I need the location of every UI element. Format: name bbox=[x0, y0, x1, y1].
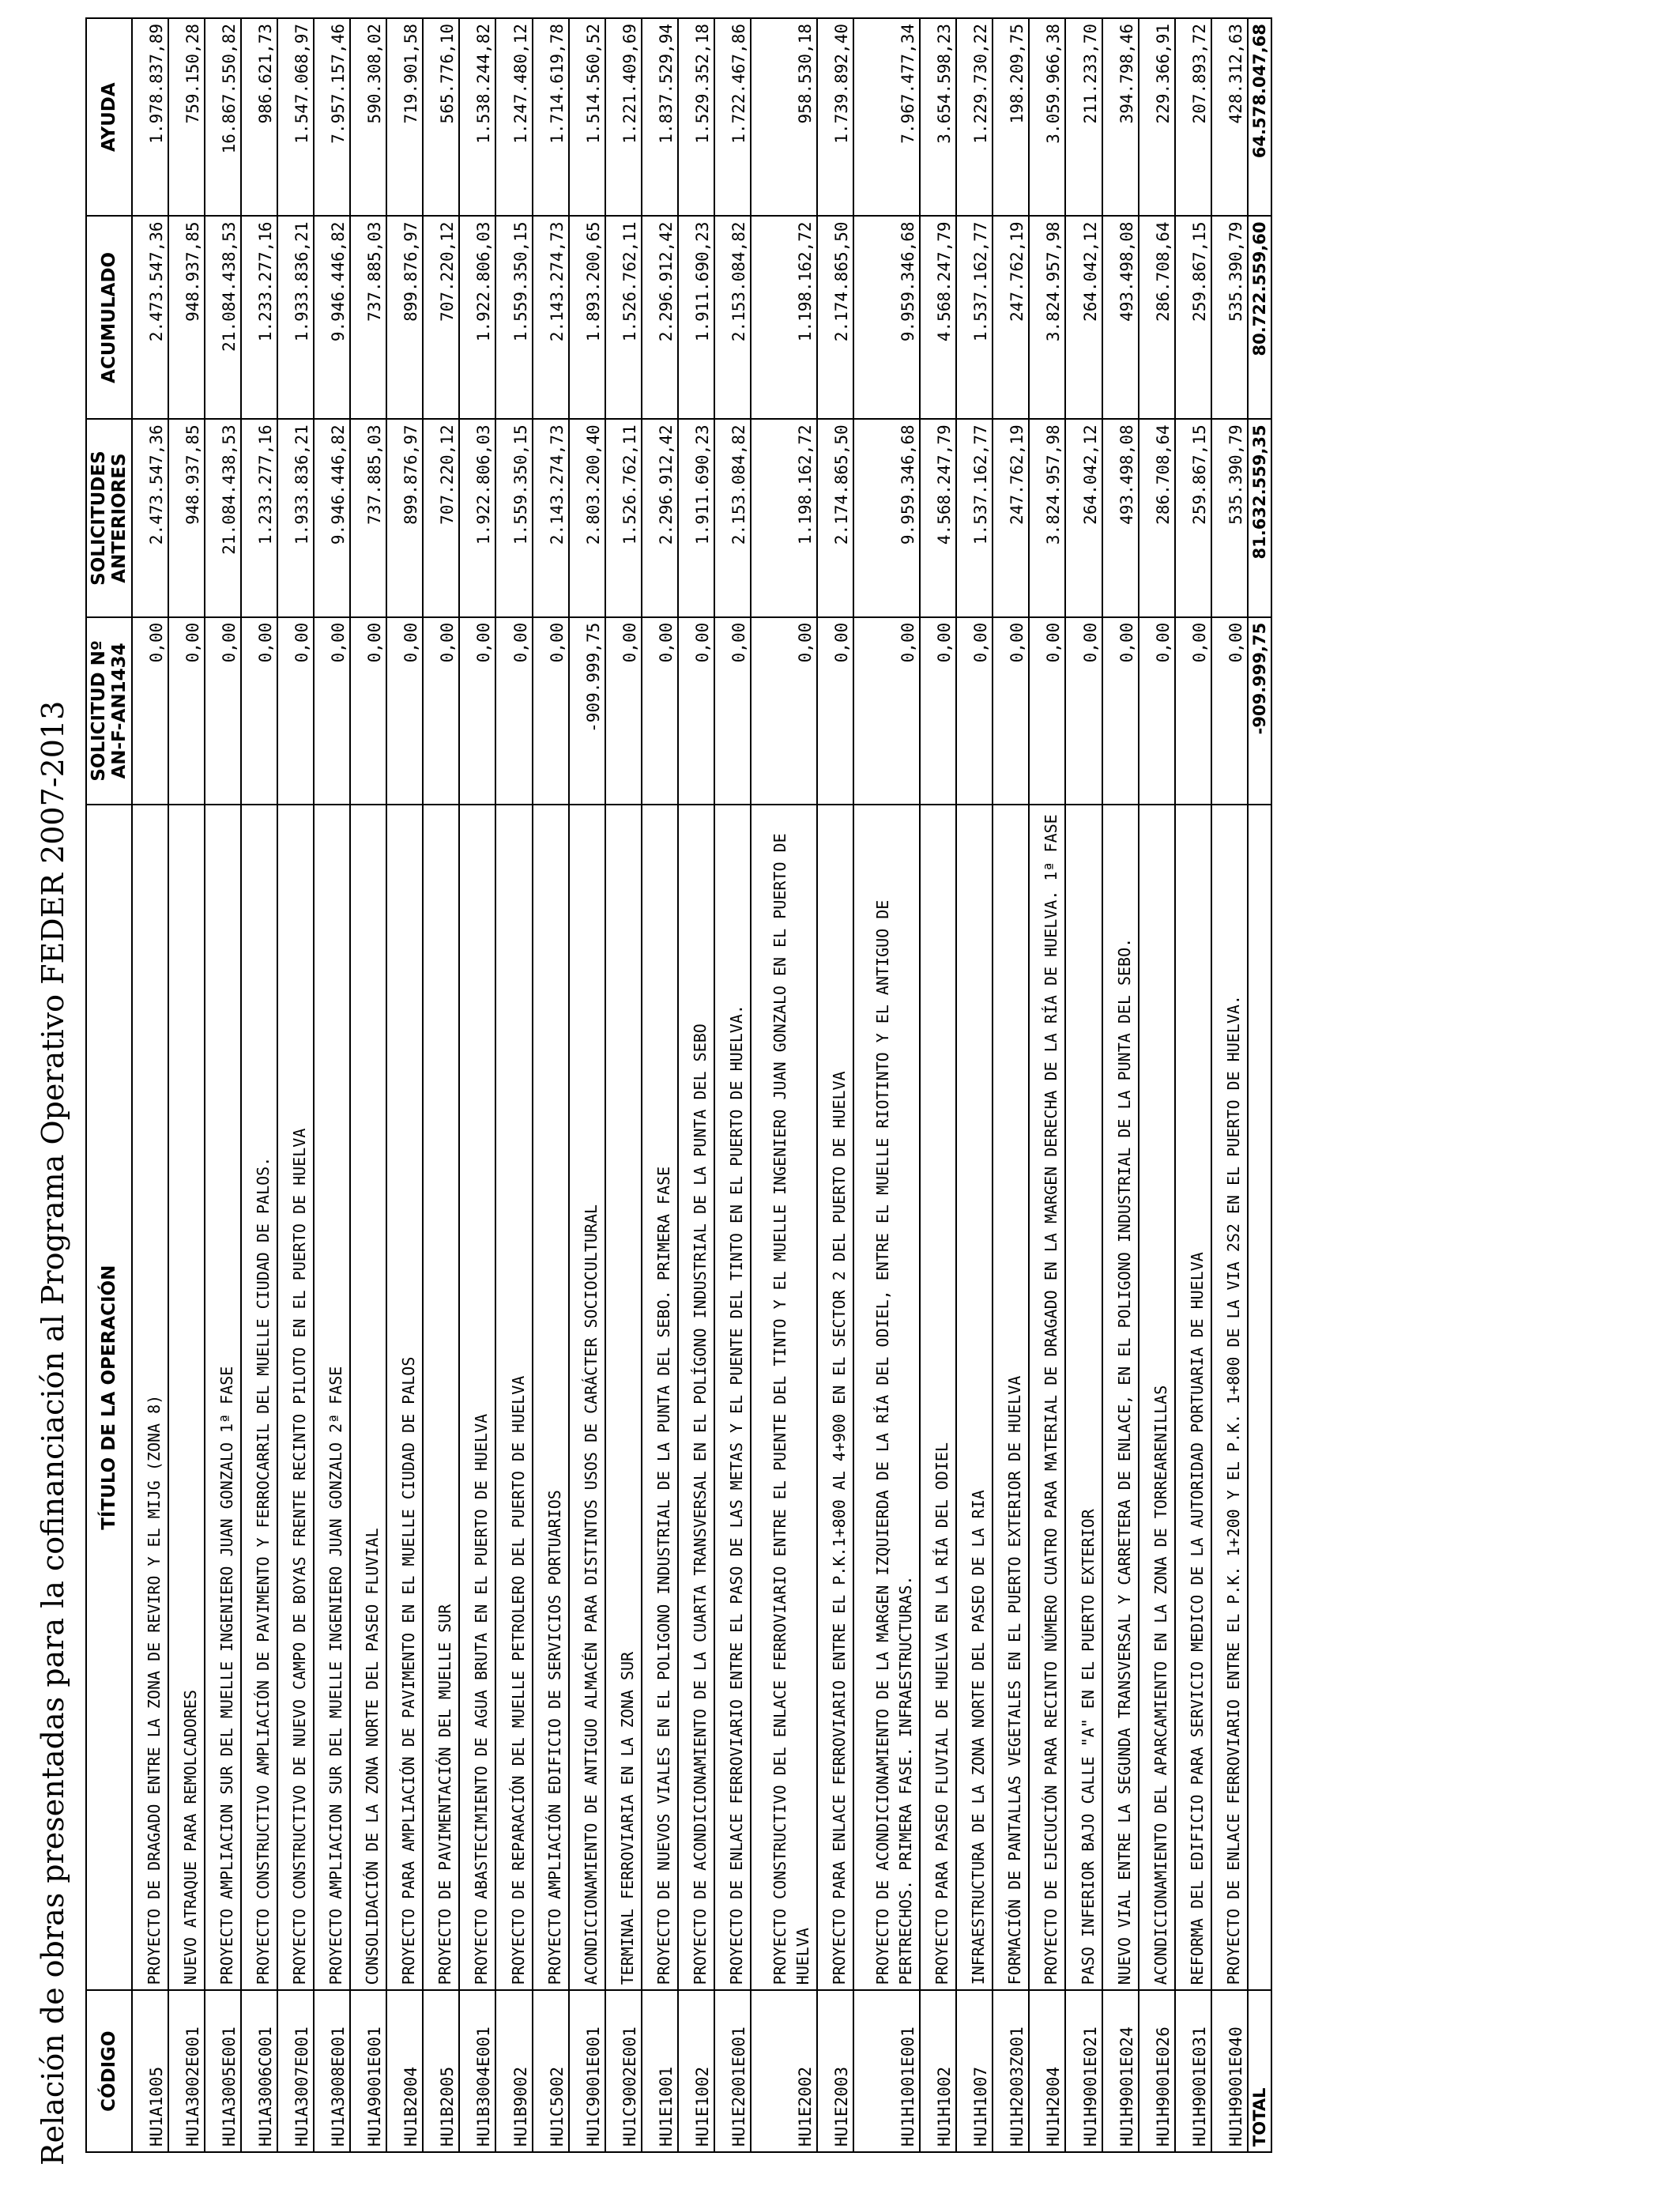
row-anteriores: 21.084.438,53 bbox=[205, 419, 241, 616]
row-title: NUEVO ATRAQUE PARA REMOLCADORES bbox=[168, 805, 205, 1990]
row-acumulado: 264.042,12 bbox=[1065, 216, 1102, 419]
row-solicitud: 0,00 bbox=[642, 617, 678, 805]
table-row bbox=[423, 18, 459, 2152]
table-row bbox=[853, 18, 920, 2152]
row-acumulado: 707.220,12 bbox=[423, 216, 459, 419]
row-anteriores: 1.537.162,77 bbox=[956, 419, 993, 616]
table-row bbox=[533, 18, 569, 2152]
row-acumulado: 737.885,03 bbox=[350, 216, 386, 419]
row-code: HU1H1002 bbox=[920, 1990, 956, 2152]
total-ayuda: 64.578.047,68 bbox=[1248, 18, 1271, 216]
row-solicitud: 0,00 bbox=[993, 617, 1029, 805]
row-code: HU1E2001E001 bbox=[714, 1990, 751, 2152]
row-code: HU1A3005E001 bbox=[205, 1990, 241, 2152]
row-acumulado: 1.933.836,21 bbox=[277, 216, 314, 419]
row-solicitud: 0,00 bbox=[1029, 617, 1065, 805]
row-title: PROYECTO DE NUEVOS VIALES EN EL POLIGONO INDUSTRIAL DE LA PUNTA DEL SEBO. PRIMERA FASE bbox=[642, 805, 678, 1990]
table-row bbox=[920, 18, 956, 2152]
row-solicitud: 0,00 bbox=[1102, 617, 1139, 805]
row-ayuda: 198.209,75 bbox=[993, 18, 1029, 216]
row-solicitud: 0,00 bbox=[386, 617, 423, 805]
row-title: FORMACIÓN DE PANTALLAS VEGETALES EN EL PUERTO EXTERIOR DE HUELVA bbox=[993, 805, 1029, 1990]
table-row bbox=[277, 18, 314, 2152]
row-anteriores: 1.911.690,23 bbox=[678, 419, 714, 616]
row-title: TERMINAL FERROVIARIA EN LA ZONA SUR bbox=[605, 805, 642, 1990]
row-title: PROYECTO DE ENLACE FERROVIARIO ENTRE EL PASO DE LAS METAS Y EL PUENTE DEL TINTO EN EL PUERTO DE HUELVA. bbox=[714, 805, 751, 1990]
row-solicitud: 0,00 bbox=[605, 617, 642, 805]
row-ayuda: 211.233,70 bbox=[1065, 18, 1102, 216]
table-row bbox=[1211, 18, 1248, 2152]
row-title: PROYECTO AMPLIACION SUR DEL MUELLE INGENIERO JUAN GONZALO 1ª FASE bbox=[205, 805, 241, 1990]
row-ayuda: 1.247.480,12 bbox=[495, 18, 532, 216]
row-code: HU1H9001E031 bbox=[1175, 1990, 1211, 2152]
row-ayuda: 1.722.467,86 bbox=[714, 18, 751, 216]
row-acumulado: 2.153.084,82 bbox=[714, 216, 751, 419]
row-title: PASO INFERIOR BAJO CALLE "A" EN EL PUERTO EXTERIOR bbox=[1065, 805, 1102, 1990]
row-acumulado: 1.526.762,11 bbox=[605, 216, 642, 419]
row-solicitud: 0,00 bbox=[459, 617, 495, 805]
table-row bbox=[314, 18, 350, 2152]
row-code: HU1C9001E001 bbox=[569, 1990, 605, 2152]
table-row bbox=[350, 18, 386, 2152]
row-anteriores: 948.937,85 bbox=[168, 419, 205, 616]
table-row bbox=[459, 18, 495, 2152]
row-acumulado: 1.537.162,77 bbox=[956, 216, 993, 419]
row-title: PROYECTO DE PAVIMENTACIÓN DEL MUELLE SUR bbox=[423, 805, 459, 1990]
row-acumulado: 2.174.865,50 bbox=[817, 216, 853, 419]
operations-table bbox=[85, 17, 1272, 2153]
row-title: ACONDICIONAMIENTO DEL APARCAMIENTO EN LA ZONA DE TORREARENILLAS bbox=[1139, 805, 1175, 1990]
row-code: HU1H1007 bbox=[956, 1990, 993, 2152]
row-title: PROYECTO CONSTRUCTIVO AMPLIACIÓN DE PAVIMENTO Y FERROCARRIL DEL MUELLE CIUDAD DE PALOS. bbox=[241, 805, 277, 1990]
row-anteriores: 9.959.346,68 bbox=[853, 419, 920, 616]
row-anteriores: 4.568.247,79 bbox=[920, 419, 956, 616]
table-row bbox=[1065, 18, 1102, 2152]
row-title: PROYECTO DE ACONDICIONAMIENTO DE LA MARGEN IZQUIERDA DE LA RÍA DEL ODIEL, ENTRE EL MUELLE RIOTINTO Y EL ANTIGUO DE PERTRECHOS. PRIMERA FASE. INFRAESTRUCTURAS. bbox=[853, 805, 920, 1990]
table-row bbox=[569, 18, 605, 2152]
row-title: PROYECTO CONSTRUCTIVO DEL ENLACE FERROVIARIO ENTRE EL PUENTE DEL TINTO Y EL MUELLE INGENIERO JUAN GONZALO EN EL PUERTO DE HUELVA bbox=[751, 805, 817, 1990]
row-ayuda: 590.308,02 bbox=[350, 18, 386, 216]
row-acumulado: 493.498,08 bbox=[1102, 216, 1139, 419]
row-title: PROYECTO PARA ENLACE FERROVIARIO ENTRE EL P.K.1+800 AL 4+900 EN EL SECTOR 2 DEL PUERTO DE HUELVA bbox=[817, 805, 853, 1990]
table-row bbox=[1139, 18, 1175, 2152]
table-body bbox=[132, 18, 1248, 2152]
row-anteriores: 1.922.806,03 bbox=[459, 419, 495, 616]
row-title: PROYECTO DE DRAGADO ENTRE LA ZONA DE REVIRO Y EL MIJG (ZONA 8) bbox=[132, 805, 168, 1990]
table-row bbox=[241, 18, 277, 2152]
row-ayuda: 1.538.244,82 bbox=[459, 18, 495, 216]
row-ayuda: 1.978.837,89 bbox=[132, 18, 168, 216]
table-row bbox=[751, 18, 817, 2152]
row-title: CONSOLIDACIÓN DE LA ZONA NORTE DEL PASEO FLUVIAL bbox=[350, 805, 386, 1990]
row-ayuda: 986.621,73 bbox=[241, 18, 277, 216]
total-acumulado: 80.722.559,60 bbox=[1248, 216, 1271, 419]
row-ayuda: 1.529.352,18 bbox=[678, 18, 714, 216]
row-acumulado: 247.762,19 bbox=[993, 216, 1029, 419]
row-solicitud: 0,00 bbox=[350, 617, 386, 805]
row-solicitud: 0,00 bbox=[678, 617, 714, 805]
table-row bbox=[993, 18, 1029, 2152]
table-row bbox=[1175, 18, 1211, 2152]
row-acumulado: 3.824.957,98 bbox=[1029, 216, 1065, 419]
row-ayuda: 1.221.409,69 bbox=[605, 18, 642, 216]
row-solicitud: -909.999,75 bbox=[569, 617, 605, 805]
row-ayuda: 229.366,91 bbox=[1139, 18, 1175, 216]
table-row bbox=[605, 18, 642, 2152]
table-row bbox=[817, 18, 853, 2152]
row-solicitud: 0,00 bbox=[533, 617, 569, 805]
total-anteriores: 81.632.559,35 bbox=[1248, 419, 1271, 616]
row-title: PROYECTO AMPLIACION SUR DEL MUELLE INGENIERO JUAN GONZALO 2ª FASE bbox=[314, 805, 350, 1990]
row-anteriores: 707.220,12 bbox=[423, 419, 459, 616]
row-solicitud: 0,00 bbox=[1139, 617, 1175, 805]
row-anteriores: 1.933.836,21 bbox=[277, 419, 314, 616]
row-code: HU1E2002 bbox=[751, 1990, 817, 2152]
row-solicitud: 0,00 bbox=[1065, 617, 1102, 805]
row-solicitud: 0,00 bbox=[495, 617, 532, 805]
row-code: HU1H9001E021 bbox=[1065, 1990, 1102, 2152]
row-ayuda: 428.312,63 bbox=[1211, 18, 1248, 216]
row-acumulado: 899.876,97 bbox=[386, 216, 423, 419]
table-header bbox=[86, 18, 132, 2152]
row-code: HU1C9002E001 bbox=[605, 1990, 642, 2152]
row-anteriores: 247.762,19 bbox=[993, 419, 1029, 616]
row-acumulado: 948.937,85 bbox=[168, 216, 205, 419]
row-title: PROYECTO DE ACONDICIONAMIENTO DE LA CUARTA TRANSVERSAL EN EL POLÍGONO INDUSTRIAL DE LA PUNTA DEL SEBO bbox=[678, 805, 714, 1990]
table-row bbox=[168, 18, 205, 2152]
row-code: HU1A3007E001 bbox=[277, 1990, 314, 2152]
page-title: Relación de obras presentadas para la cofinanciación al Programa Operativo FEDER 2007-2013 bbox=[36, 700, 70, 2166]
table-footer bbox=[1248, 18, 1271, 2152]
header-solicitud: SOLICITUD Nº AN-F-AN1434 bbox=[86, 617, 132, 805]
row-title: PROYECTO DE REPARACIÓN DEL MUELLE PETROLERO DEL PUERTO DE HUELVA bbox=[495, 805, 532, 1990]
row-acumulado: 9.959.346,68 bbox=[853, 216, 920, 419]
row-ayuda: 565.776,10 bbox=[423, 18, 459, 216]
table-row bbox=[386, 18, 423, 2152]
row-acumulado: 2.143.274,73 bbox=[533, 216, 569, 419]
row-code: HU1H9001E026 bbox=[1139, 1990, 1175, 2152]
row-title: PROYECTO PARA PASEO FLUVIAL DE HUELVA EN LA RÍA DEL ODIEL bbox=[920, 805, 956, 1990]
row-code: HU1H9001E024 bbox=[1102, 1990, 1139, 2152]
total-label: TOTAL bbox=[1248, 1990, 1271, 2152]
row-anteriores: 264.042,12 bbox=[1065, 419, 1102, 616]
table-row bbox=[642, 18, 678, 2152]
row-anteriores: 1.526.762,11 bbox=[605, 419, 642, 616]
row-acumulado: 1.922.806,03 bbox=[459, 216, 495, 419]
row-solicitud: 0,00 bbox=[1175, 617, 1211, 805]
table-row bbox=[132, 18, 168, 2152]
row-acumulado: 1.559.350,15 bbox=[495, 216, 532, 419]
row-anteriores: 737.885,03 bbox=[350, 419, 386, 616]
header-anteriores: SOLICITUDES ANTERIORES bbox=[86, 419, 132, 616]
row-solicitud: 0,00 bbox=[314, 617, 350, 805]
row-solicitud: 0,00 bbox=[277, 617, 314, 805]
row-ayuda: 1.514.560,52 bbox=[569, 18, 605, 216]
row-solicitud: 0,00 bbox=[241, 617, 277, 805]
header-row bbox=[86, 18, 132, 2152]
row-code: HU1H9001E040 bbox=[1211, 1990, 1248, 2152]
row-acumulado: 2.473.547,36 bbox=[132, 216, 168, 419]
row-title: PROYECTO AMPLIACIÓN EDIFICIO DE SERVICIOS PORTUARIOS bbox=[533, 805, 569, 1990]
row-ayuda: 7.967.477,34 bbox=[853, 18, 920, 216]
row-code: HU1E1001 bbox=[642, 1990, 678, 2152]
row-acumulado: 1.233.277,16 bbox=[241, 216, 277, 419]
operations-table-wrap bbox=[85, 17, 1272, 2153]
row-ayuda: 958.530,18 bbox=[751, 18, 817, 216]
row-code: HU1A3002E001 bbox=[168, 1990, 205, 2152]
row-acumulado: 21.084.438,53 bbox=[205, 216, 241, 419]
table-row bbox=[1029, 18, 1065, 2152]
row-anteriores: 2.473.547,36 bbox=[132, 419, 168, 616]
row-ayuda: 1.714.619,78 bbox=[533, 18, 569, 216]
table-row bbox=[678, 18, 714, 2152]
table-row bbox=[205, 18, 241, 2152]
row-solicitud: 0,00 bbox=[132, 617, 168, 805]
total-solicitud: -909.999,75 bbox=[1248, 617, 1271, 805]
row-acumulado: 9.946.446,82 bbox=[314, 216, 350, 419]
row-solicitud: 0,00 bbox=[714, 617, 751, 805]
header-acumulado: ACUMULADO bbox=[86, 216, 132, 419]
row-anteriores: 2.174.865,50 bbox=[817, 419, 853, 616]
table-row bbox=[495, 18, 532, 2152]
row-acumulado: 286.708,64 bbox=[1139, 216, 1175, 419]
row-anteriores: 535.390,79 bbox=[1211, 419, 1248, 616]
row-ayuda: 207.893,72 bbox=[1175, 18, 1211, 216]
row-ayuda: 3.654.598,23 bbox=[920, 18, 956, 216]
row-ayuda: 1.229.730,22 bbox=[956, 18, 993, 216]
row-solicitud: 0,00 bbox=[920, 617, 956, 805]
row-code: HU1A3008E001 bbox=[314, 1990, 350, 2152]
row-solicitud: 0,00 bbox=[205, 617, 241, 805]
table-row bbox=[714, 18, 751, 2152]
row-acumulado: 4.568.247,79 bbox=[920, 216, 956, 419]
row-anteriores: 2.296.912,42 bbox=[642, 419, 678, 616]
table-row bbox=[1102, 18, 1139, 2152]
row-anteriores: 2.153.084,82 bbox=[714, 419, 751, 616]
row-solicitud: 0,00 bbox=[423, 617, 459, 805]
row-ayuda: 1.837.529,94 bbox=[642, 18, 678, 216]
row-ayuda: 7.957.157,46 bbox=[314, 18, 350, 216]
total-row bbox=[1248, 18, 1271, 2152]
row-ayuda: 1.547.068,97 bbox=[277, 18, 314, 216]
row-title: PROYECTO DE ENLACE FERROVIARIO ENTRE EL P.K. 1+200 Y EL P.K. 1+800 DE LA VIA 2S2 EN EL PUERTO DE HUELVA. bbox=[1211, 805, 1248, 1990]
row-acumulado: 2.296.912,42 bbox=[642, 216, 678, 419]
row-acumulado: 1.198.162,72 bbox=[751, 216, 817, 419]
row-code: HU1E1002 bbox=[678, 1990, 714, 2152]
row-solicitud: 0,00 bbox=[751, 617, 817, 805]
row-acumulado: 535.390,79 bbox=[1211, 216, 1248, 419]
row-acumulado: 259.867,15 bbox=[1175, 216, 1211, 419]
row-anteriores: 1.198.162,72 bbox=[751, 419, 817, 616]
row-anteriores: 1.233.277,16 bbox=[241, 419, 277, 616]
header-codigo: CÓDIGO bbox=[86, 1990, 132, 2152]
row-ayuda: 1.739.892,40 bbox=[817, 18, 853, 216]
row-title: PROYECTO ABASTECIMIENTO DE AGUA BRUTA EN EL PUERTO DE HUELVA bbox=[459, 805, 495, 1990]
row-anteriores: 286.708,64 bbox=[1139, 419, 1175, 616]
row-anteriores: 1.559.350,15 bbox=[495, 419, 532, 616]
row-title: PROYECTO DE EJECUCIÓN PARA RECINTO NÚMERO CUATRO PARA MATERIAL DE DRAGADO EN LA MARGEN DERECHA DE LA RÍA DE HUELVA. 1ª FASE bbox=[1029, 805, 1065, 1990]
row-acumulado: 1.893.200,65 bbox=[569, 216, 605, 419]
row-ayuda: 759.150,28 bbox=[168, 18, 205, 216]
row-ayuda: 394.798,46 bbox=[1102, 18, 1139, 216]
row-code: HU1H1001E001 bbox=[853, 1990, 920, 2152]
row-title: PROYECTO CONSTRUCTIVO DE NUEVO CAMPO DE BOYAS FRENTE RECINTO PILOTO EN EL PUERTO DE HUELVA bbox=[277, 805, 314, 1990]
row-acumulado: 1.911.690,23 bbox=[678, 216, 714, 419]
row-code: HU1H2004 bbox=[1029, 1990, 1065, 2152]
row-anteriores: 9.946.446,82 bbox=[314, 419, 350, 616]
row-title: INFRAESTRUCTURA DE LA ZONA NORTE DEL PASEO DE LA RIA bbox=[956, 805, 993, 1990]
total-title-cell bbox=[1248, 805, 1271, 1990]
row-code: HU1A1005 bbox=[132, 1990, 168, 2152]
row-code: HU1B2005 bbox=[423, 1990, 459, 2152]
row-title: PROYECTO PARA AMPLIACIÓN DE PAVIMENTO EN EL MUELLE CIUDAD DE PALOS bbox=[386, 805, 423, 1990]
row-code: HU1C5002 bbox=[533, 1990, 569, 2152]
table-row bbox=[956, 18, 993, 2152]
row-code: HU1B9002 bbox=[495, 1990, 532, 2152]
row-anteriores: 493.498,08 bbox=[1102, 419, 1139, 616]
row-ayuda: 3.059.966,38 bbox=[1029, 18, 1065, 216]
row-anteriores: 3.824.957,98 bbox=[1029, 419, 1065, 616]
row-code: HU1H2003Z001 bbox=[993, 1990, 1029, 2152]
header-titulo: TÍTULO DE LA OPERACIÓN bbox=[86, 805, 132, 1990]
row-code: HU1B2004 bbox=[386, 1990, 423, 2152]
row-solicitud: 0,00 bbox=[853, 617, 920, 805]
row-title: NUEVO VIAL ENTRE LA SEGUNDA TRANSVERSAL Y CARRETERA DE ENLACE, EN EL POLIGONO INDUSTRIAL DE LA PUNTA DEL SEBO. bbox=[1102, 805, 1139, 1990]
row-ayuda: 719.901,58 bbox=[386, 18, 423, 216]
row-code: HU1A3006C001 bbox=[241, 1990, 277, 2152]
row-anteriores: 899.876,97 bbox=[386, 419, 423, 616]
row-solicitud: 0,00 bbox=[1211, 617, 1248, 805]
row-solicitud: 0,00 bbox=[817, 617, 853, 805]
row-code: HU1A9001E001 bbox=[350, 1990, 386, 2152]
row-solicitud: 0,00 bbox=[956, 617, 993, 805]
row-code: HU1B3004E001 bbox=[459, 1990, 495, 2152]
row-solicitud: 0,00 bbox=[168, 617, 205, 805]
row-title: ACONDICIONAMIENTO DE ANTIGUO ALMACÉN PARA DISTINTOS USOS DE CARÁCTER SOCIOCULTURAL bbox=[569, 805, 605, 1990]
row-code: HU1E2003 bbox=[817, 1990, 853, 2152]
header-ayuda: AYUDA bbox=[86, 18, 132, 216]
row-anteriores: 2.803.200,40 bbox=[569, 419, 605, 616]
row-title: REFORMA DEL EDIFICIO PARA SERVICIO MEDICO DE LA AUTORIDAD PORTUARIA DE HUELVA bbox=[1175, 805, 1211, 1990]
row-ayuda: 16.867.550,82 bbox=[205, 18, 241, 216]
row-anteriores: 259.867,15 bbox=[1175, 419, 1211, 616]
row-anteriores: 2.143.274,73 bbox=[533, 419, 569, 616]
